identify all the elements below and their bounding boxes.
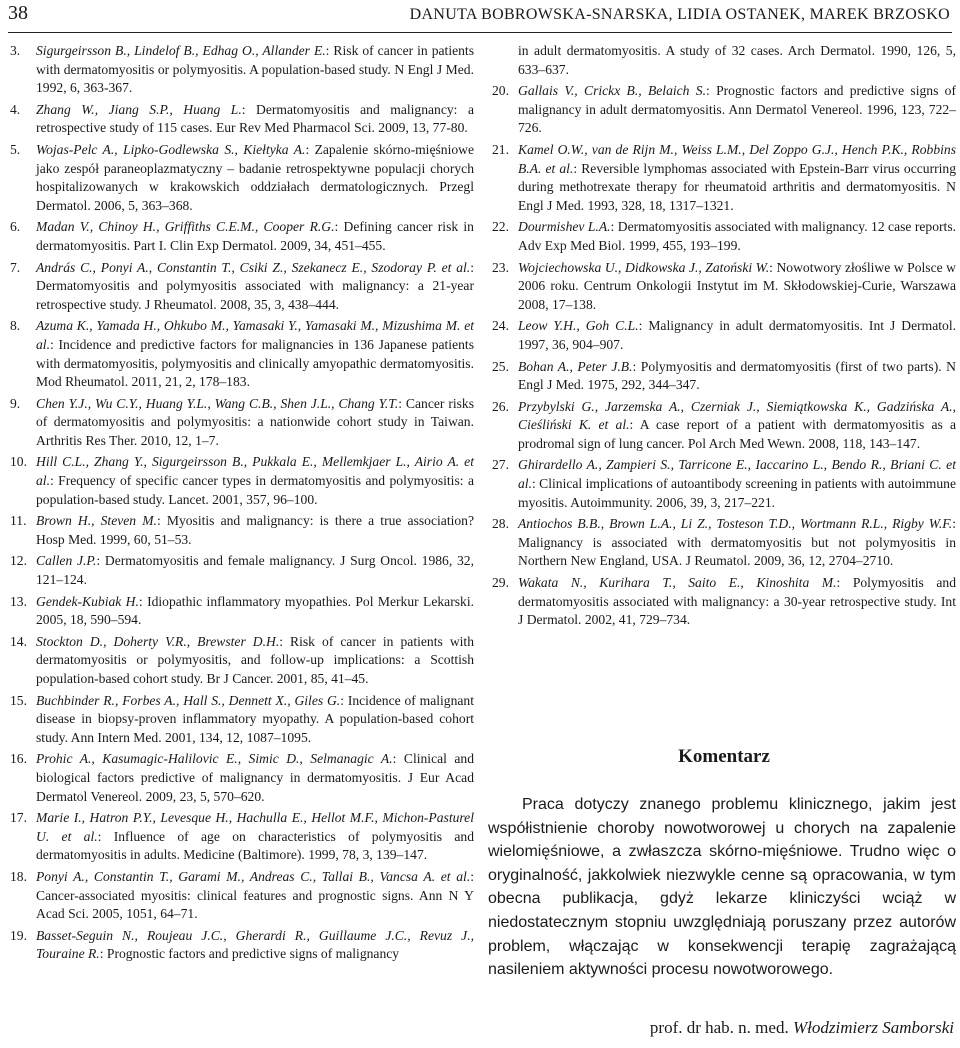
reference-number: 25. bbox=[492, 358, 509, 374]
reference-authors: Bohan A., Peter J.B. bbox=[518, 358, 633, 374]
reference-number: 3. bbox=[10, 43, 21, 58]
reference-item bbox=[492, 574, 956, 630]
reference-text: : Clinical implications of autoantibody screening in patients with autoimmune myositis. Autoimmunity. 2006, 39, 3, 217–221. bbox=[518, 476, 956, 510]
reference-item bbox=[10, 101, 474, 138]
reference-text: : Polymyositis and dermatomyositis (first of two parts). N Engl J Med. 1975, 292, 344–347. bbox=[518, 358, 956, 393]
reference-authors: Dourmishev L.A. bbox=[518, 219, 611, 235]
reference-number: 9. bbox=[10, 395, 21, 411]
reference-authors: Kamel O.W., van de Rijn M., Weiss L.M., Del Zoppo G.J., Hench P.K., Robbins B.A. et al. bbox=[518, 141, 956, 176]
reference-authors: Wakata N., Kurihara T., Saito E., Kinoshita M. bbox=[518, 575, 837, 591]
reference-authors: Basset-Seguin N., Roujeau J.C., Gherardi R., Guillaume J.C., Revuz J., Touraine R. bbox=[36, 927, 474, 962]
signature bbox=[650, 1018, 954, 1038]
reference-text: : Prognostic factors and predictive signs of malignancy in adult dermatomyositis. Ann Dermatol Venereol. 1996, 123, 722–726. bbox=[518, 83, 957, 136]
page-header bbox=[8, 2, 952, 33]
reference-item bbox=[10, 552, 474, 589]
reference-number: 12. bbox=[10, 553, 27, 569]
reference-text: : Cancer risks of dermatomyositis and polymyositis: a nationwide cohort study in Taiwan. Arthritis Res Ther. 2010, 12, 1–7. bbox=[36, 395, 475, 448]
reference-item bbox=[492, 141, 956, 215]
reference-text: : Incidence of malignant disease in biopsy-proven inflammatory myopathy. A population-based cohort study. Ann Intern Med. 2001, 134, 12, 1087–1095. bbox=[36, 692, 474, 745]
reference-authors: Callen J.P. bbox=[36, 553, 97, 569]
reference-text: : Risk of cancer in patients with dermatomyositis or polymyositis, and follow-up implications: a Scottish population-based cohort study. Br J Cancer. 2001, 85, 41–45. bbox=[36, 633, 474, 686]
reference-number: 17. bbox=[10, 810, 27, 826]
reference-text: : Dermatomyositis associated with malignancy. 12 case reports. Adv Exp Med Biol. 1999, 455, 193–199. bbox=[518, 219, 957, 253]
reference-number: 6. bbox=[10, 219, 21, 235]
reference-item bbox=[492, 82, 956, 138]
reference-number: 14. bbox=[10, 633, 27, 649]
reference-text: : Malignancy is associated with dermatomyositis but not polymyositis in Northern New England, USA. J Reumatol. 2009, 36, 12, 2704–2710. bbox=[518, 516, 956, 569]
reference-number: 23. bbox=[492, 259, 509, 275]
reference-authors: Stockton D., Doherty V.R., Brewster D.H. bbox=[36, 633, 280, 649]
reference-number: 27. bbox=[492, 457, 509, 473]
reference-text: : Frequency of specific cancer types in dermatomyositis and polymyositis: a population-based study. Lancet. 2001, 357, 96–100. bbox=[36, 473, 474, 507]
reference-number: 5. bbox=[10, 141, 21, 157]
reference-number: 26. bbox=[492, 398, 509, 414]
reference-text: : Myositis and malignancy: is there a true association? Hosp Med. 1999, 60, 51–53. bbox=[36, 513, 474, 547]
reference-item bbox=[492, 358, 956, 395]
reference-item bbox=[492, 42, 956, 79]
references-left-column bbox=[10, 42, 474, 967]
reference-text: : Dermatomyositis and polymyositis associated with malignancy: a 21-year retrospective study. J Rheumatol. 2008, 35, 3, 438–444. bbox=[36, 259, 474, 312]
reference-authors: Marie I., Hatron P.Y., Levesque H., Hachulla E., Hellot M.F., Michon-Pasturel U. et al. bbox=[36, 810, 474, 844]
reference-authors: Chen Y.J., Wu C.Y., Huang Y.L., Wang C.B., Shen J.L., Chang Y.T. bbox=[36, 395, 399, 411]
reference-authors: András C., Ponyi A., Constantin T., Csiki Z., Szekanecz E., Szodoray P. et al. bbox=[36, 259, 471, 275]
reference-number: 11. bbox=[10, 513, 27, 529]
reference-authors: Wojciechowska U., Didkowska J., Zatoński W. bbox=[518, 259, 770, 275]
references-right-column bbox=[492, 42, 956, 633]
reference-item bbox=[10, 692, 474, 748]
reference-number: 21. bbox=[492, 141, 509, 157]
reference-number: 20. bbox=[492, 83, 509, 99]
reference-authors: Gallais V., Crickx B., Belaich S. bbox=[518, 83, 706, 99]
reference-number: 15. bbox=[10, 692, 27, 708]
reference-item bbox=[492, 218, 956, 255]
reference-number: 13. bbox=[10, 593, 27, 609]
reference-text: : Dermatomyositis and malignancy: a retrospective study of 115 cases. Eur Rev Med Pharmacol Sci. 2009, 13, 77-80. bbox=[36, 101, 474, 136]
reference-text: : Prognostic factors and predictive signs of malignancy bbox=[99, 946, 400, 962]
reference-authors: Zhang W., Jiang S.P., Huang L. bbox=[36, 101, 242, 117]
reference-number: 7. bbox=[10, 259, 21, 275]
reference-item bbox=[10, 42, 474, 98]
reference-item bbox=[492, 515, 956, 571]
reference-number: 22. bbox=[492, 219, 509, 235]
reference-text: : Risk of cancer in patients with dermatomyositis or polymyositis. A population-based study. N Engl J Med. 1992, 6, 363-367. bbox=[36, 43, 474, 96]
reference-item bbox=[10, 259, 474, 315]
signature-title: prof. dr hab. n. med. bbox=[649, 1018, 789, 1037]
reference-number: 10. bbox=[10, 454, 27, 470]
reference-number: 4. bbox=[10, 101, 21, 117]
reference-text: : Malignancy in adult dermatomyositis. Int J Dermatol. 1997, 36, 904–907. bbox=[518, 318, 957, 352]
reference-text: : Zapalenie skórno-mięśniowe jako zespół paraneoplazmatyczny – badanie retrospektywne populacji chorych hospitalizowanych w krakowskich oddziałach dermatologicznych. Przegl Dermatol. 2006, 5, 363–368. bbox=[36, 141, 474, 213]
reference-text: : Cancer-associated myositis: clinical features and prognostic signs. Ann N Y Acad Sci. 2005, 1051, 64–71. bbox=[36, 868, 474, 922]
reference-number: 18. bbox=[10, 868, 27, 884]
reference-authors: Ghirardello A., Zampieri S., Tarricone E., Iaccarino L., Bendo R., Briani C. et al. bbox=[518, 457, 956, 492]
reference-authors: Leow Y.H., Goh C.L. bbox=[518, 318, 639, 334]
reference-number: 28. bbox=[492, 516, 509, 532]
reference-item bbox=[10, 512, 474, 549]
reference-authors: Ponyi A., Constantin T., Garami M., Andreas C., Tallai B., Vancsa A. et al. bbox=[36, 868, 471, 884]
reference-number: 24. bbox=[492, 318, 509, 334]
reference-text: in adult dermatomyositis. A study of 32 cases. Arch Dermatol. 1990, 126, 5, 633–637. bbox=[518, 43, 956, 77]
reference-authors: Madan V., Chinoy H., Griffiths C.E.M., Cooper R.G. bbox=[36, 219, 335, 235]
reference-number: 8. bbox=[10, 318, 21, 334]
reference-text: : Defining cancer risk in dermatomyositis. Part I. Clin Exp Dermatol. 2009, 34, 451–455. bbox=[36, 219, 474, 253]
reference-text: : Nowotwory złośliwe w Polsce w 2006 roku. Centrum Onkologii Instytut im M. Skłodowskiej-Curie, Warszawa 2008, 17–138. bbox=[518, 259, 956, 312]
reference-item bbox=[10, 868, 474, 924]
reference-authors: Buchbinder R., Forbes A., Hall S., Dennett X., Giles G. bbox=[36, 692, 341, 708]
reference-number: 19. bbox=[10, 927, 27, 943]
reference-item bbox=[492, 456, 956, 512]
reference-text: : Dermatomyositis and female malignancy. J Surg Oncol. 1986, 32, 121–124. bbox=[36, 553, 474, 588]
reference-authors: Brown H., Steven M. bbox=[36, 513, 157, 529]
page-number: 38 bbox=[8, 2, 28, 24]
reference-item bbox=[492, 398, 956, 454]
reference-item bbox=[10, 218, 474, 255]
reference-item bbox=[10, 809, 474, 865]
reference-item bbox=[10, 593, 474, 630]
running-head: DANUTA BOBROWSKA-SNARSKA, LIDIA OSTANEK, MAREK BRZOSKO bbox=[409, 6, 950, 23]
reference-authors: Prohic A., Kasumagic-Halilovic E., Simic D., Selmanagic A. bbox=[36, 751, 393, 767]
komentarz-body: Praca dotyczy znanego problemu klinicznego, jakim jest współistnienie choroby nowotworowej u chorych na zapalenie wielomięśniowe, a zwłaszcza skórno-mięśniowe. Trudno więc o oryginalność, jakkolwiek niezwykle cenne są opracowania, w tym obecna publikacja, gdyż lekarze kliniczyści wciąż w niedostatecznym stopniu uwzględniają poruszany przez autorów problem, włączając w konsekwencji terapię zagrażającą nasileniem aktywności procesu nowotworowego. bbox=[488, 796, 956, 979]
reference-authors: Azuma K., Yamada H., Ohkubo M., Yamasaki Y., Yamasaki M., Mizushima M. et al. bbox=[36, 318, 474, 352]
reference-text: : Clinical and biological factors predictive of malignancy in dermatomyositis. J Eur Acad Dermatol Venereol. 2009, 23, 5, 570–620. bbox=[36, 751, 474, 804]
reference-authors: Sigurgeirsson B., Lindelof B., Edhag O., Allander E. bbox=[36, 43, 326, 58]
reference-text: : Polymyositis and dermatomyositis associated with malignancy: a 30-year retrospective study. Int J Dermatol. 2002, 41, 729–734. bbox=[518, 575, 957, 628]
signature-name: Włodzimierz Samborski bbox=[792, 1018, 954, 1037]
reference-text: : Incidence and predictive factors for malignancies in 136 Japanese patients with dermatomyositis, polymyositis and clinically amyopathic dermatomyositis. Mod Rheumatol. 2011, 21, 2, 178–183. bbox=[36, 336, 474, 390]
reference-authors: Hill C.L., Zhang Y., Sigurgeirsson B., Pukkala E., Mellemkjaer L., Airio A. et al. bbox=[36, 454, 474, 489]
reference-text: : Reversible lymphomas associated with Epstein-Barr virus occurring during methotrexate therapy for rheumatoid arthritis and dermatomyositis. N Engl J Med. 1993, 328, 18, 1317–1321. bbox=[518, 160, 957, 213]
reference-number: 29. bbox=[492, 575, 509, 591]
reference-authors: Przybylski G., Jarzemska A., Czerniak J., Siemiątkowska K., Gadzińska A., Cieśliński K. et al. bbox=[518, 398, 956, 433]
reference-item bbox=[10, 317, 474, 391]
reference-authors: Gendek-Kubiak H. bbox=[36, 593, 139, 609]
reference-item bbox=[492, 259, 956, 315]
reference-item bbox=[10, 927, 474, 964]
reference-text: : A case report of a patient with dermatomyositis as a prodromal sign of lung cancer. Pol Arch Med Wewn. 2008, 118, 143–147. bbox=[518, 417, 957, 451]
reference-item bbox=[10, 453, 474, 509]
komentarz-title: Komentarz bbox=[678, 746, 770, 767]
reference-item bbox=[10, 750, 474, 806]
reference-text: : Idiopathic inflammatory myopathies. Pol Merkur Lekarski. 2005, 18, 590–594. bbox=[36, 593, 474, 628]
reference-item bbox=[492, 317, 956, 354]
reference-item bbox=[10, 141, 474, 215]
reference-text: : Influence of age on characteristics of polymyositis and dermatomyositis in adults. Medicine (Baltimore). 1999, 78, 3, 139–147. bbox=[36, 828, 474, 863]
reference-item bbox=[10, 633, 474, 689]
reference-authors: Antiochos B.B., Brown L.A., Li Z., Tosteson T.D., Wortmann R.L., Rigby W.F. bbox=[518, 516, 953, 532]
reference-number: 16. bbox=[10, 751, 27, 767]
reference-authors: Wojas-Pelc A., Lipko-Godlewska S., Kiełtyka A. bbox=[36, 141, 306, 157]
reference-item bbox=[10, 395, 474, 451]
